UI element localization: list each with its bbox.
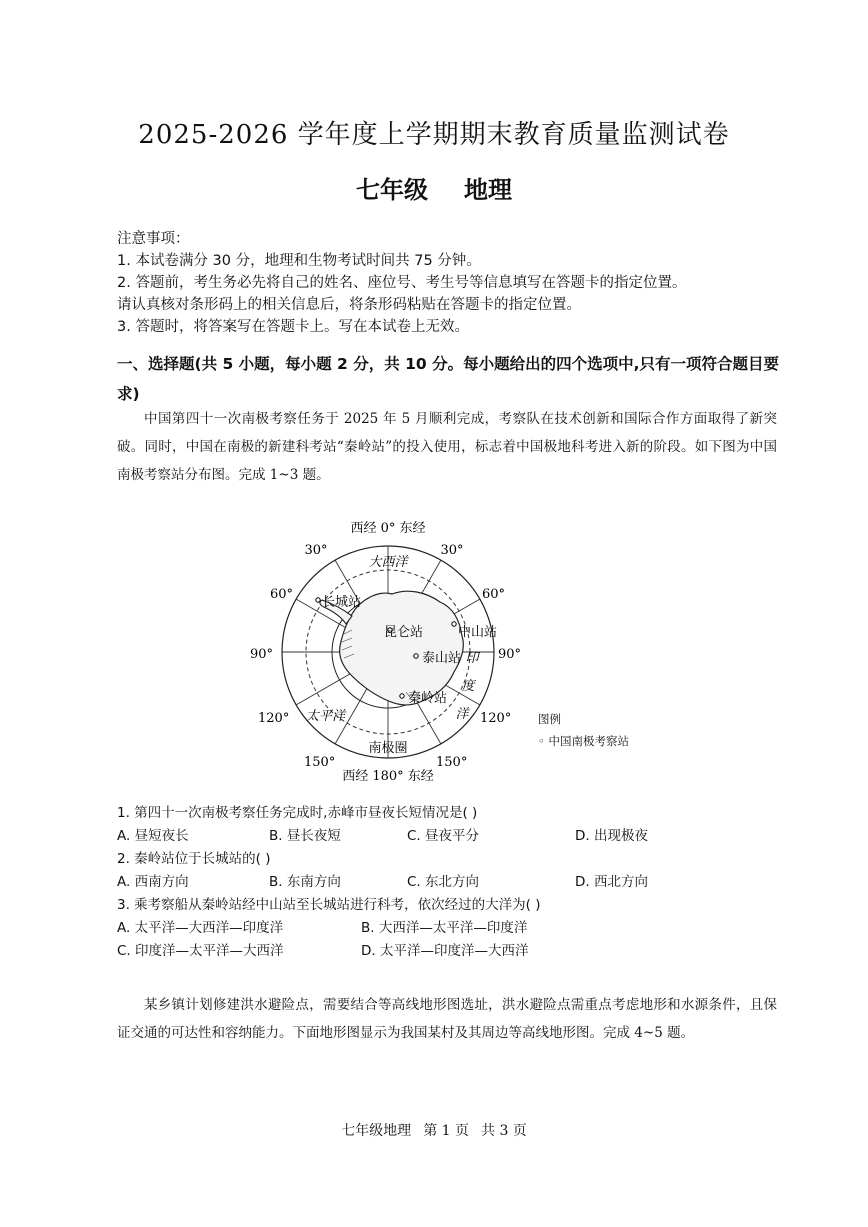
map-label-e90: 90° <box>498 647 522 662</box>
question-options <box>117 940 797 963</box>
map-label-w60: 60° <box>270 587 294 602</box>
questions-block <box>117 802 797 963</box>
map-label-e120: 120° <box>480 711 512 726</box>
map-label-top: 西经 0° 东经 <box>350 521 426 536</box>
map-label-e30: 30° <box>440 543 464 558</box>
option-a[interactable]: A. 西南方向 <box>117 874 189 890</box>
changcheng-station-marker <box>316 598 320 602</box>
subject-label: 地理 <box>464 176 512 204</box>
exam-title: 2025-2026 学年度上学期期末教育质量监测试卷 <box>138 120 730 150</box>
qinling-station-label: 秦岭站 <box>408 691 448 706</box>
pacific-ocean-label: 太平洋 <box>306 709 346 724</box>
option-c[interactable]: C. 印度洋—太平洋—大西洋 <box>117 943 284 959</box>
option-d[interactable]: D. 出现极夜 <box>575 828 648 844</box>
option-a[interactable]: A. 昼短夜长 <box>117 828 189 844</box>
intro-paragraph-2: 某乡镇计划修建洪水避险点，需要结合等高线地形图选址，洪水避险点需重点考虑地形和水源条件，且保证交通的可达性和容纳能力。下面地形图显示为我国某村及其周边等高线地形图。完成 4~5 题。 <box>117 997 777 1041</box>
option-c[interactable]: C. 东北方向 <box>407 874 480 890</box>
map-label-w30: 30° <box>304 543 328 558</box>
map-label-e60: 60° <box>482 587 506 602</box>
exam-subtitle <box>0 170 868 205</box>
indian-ocean-label-2: 度 <box>461 679 475 694</box>
map-label-e150: 150° <box>436 755 468 770</box>
question-options <box>117 917 797 940</box>
antarctic-station-map <box>240 512 540 790</box>
map-legend <box>538 708 629 752</box>
notes-block <box>117 228 797 338</box>
map-label-w120: 120° <box>258 711 290 726</box>
intro-paragraph-1: 中国第四十一次南极考察任务于 2025 年 5 月顺利完成，考察队在技术创新和国际合作方面取得了新突破。同时，中国在南极的新建科考站“秦岭站”的投入使用，标志着中国极地科考进入新的阶段。如下图为中国南极考察站分布图。完成 1~3 题。 <box>117 411 777 483</box>
taishan-station-label: 泰山站 <box>422 651 462 666</box>
legend-item-label: 中国南极考察站 <box>548 734 629 748</box>
notes-item: 2. 答题前，考生务必先将自己的姓名、座位号、考生号等信息填写在答题卡的指定位置。 <box>117 275 687 291</box>
question-stem: 2. 秦岭站位于长城站的( ) <box>117 851 271 867</box>
antarctic-circle-label: 南极圈 <box>368 741 408 756</box>
option-c[interactable]: C. 昼夜平分 <box>407 828 480 844</box>
option-a[interactable]: A. 太平洋—大西洋—印度洋 <box>117 920 284 936</box>
map-label-w90: 90° <box>250 647 274 662</box>
notes-item: 请认真核对条形码上的相关信息后，将条形码粘贴在答题卡的指定位置。 <box>117 297 581 313</box>
zhongshan-station-label: 中山站 <box>458 625 498 640</box>
notes-item: 1. 本试卷满分 30 分，地理和生物考试时间共 75 分钟。 <box>117 253 481 269</box>
option-b[interactable]: B. 东南方向 <box>269 874 341 890</box>
option-b[interactable]: B. 大西洋—太平洋—印度洋 <box>361 920 528 936</box>
notes-item: 3. 答题时，将答案写在答题卡上。写在本试卷上无效。 <box>117 319 469 335</box>
option-d[interactable]: D. 太平洋—印度洋—大西洋 <box>361 943 529 959</box>
qinling-station-marker <box>400 694 404 698</box>
map-label-w150: 150° <box>304 755 336 770</box>
kunlun-station-label: 昆仑站 <box>384 625 424 640</box>
page-footer <box>0 1120 868 1140</box>
option-b[interactable]: B. 昼长夜短 <box>269 828 341 844</box>
question-options <box>117 825 797 848</box>
section-heading: 一、选择题(共 5 小题，每小题 2 分，共 10 分。每小题给出的四个选项中,只有一项符合题目要求) <box>117 355 779 403</box>
indian-ocean-label-3: 洋 <box>455 707 469 722</box>
footer-page: 第 1 页 <box>423 1123 469 1139</box>
notes-heading: 注意事项： <box>117 231 190 247</box>
footer-subject: 七年级地理 <box>341 1123 412 1139</box>
question-stem: 3. 乘考察船从秦岭站经中山站至长城站进行科考，依次经过的大洋为( ) <box>117 897 541 913</box>
legend-title: 图例 <box>538 712 561 726</box>
legend-item <box>538 730 629 752</box>
station-symbol-icon: ◦ <box>538 734 549 748</box>
grade-label: 七年级 <box>356 176 428 204</box>
changcheng-station-label: 长城站 <box>322 595 362 610</box>
footer-total: 共 3 页 <box>481 1123 527 1139</box>
zhongshan-station-marker <box>452 622 456 626</box>
map-label-bottom: 西经 180° 东经 <box>342 769 434 784</box>
indian-ocean-label-1: 印 <box>465 651 479 666</box>
option-d[interactable]: D. 西北方向 <box>575 874 648 890</box>
question-stem: 1. 第四十一次南极考察任务完成时,赤峰市昼夜长短情况是( ) <box>117 805 478 821</box>
atlantic-ocean-label: 大西洋 <box>368 555 408 570</box>
question-options <box>117 871 797 894</box>
taishan-station-marker <box>414 654 418 658</box>
